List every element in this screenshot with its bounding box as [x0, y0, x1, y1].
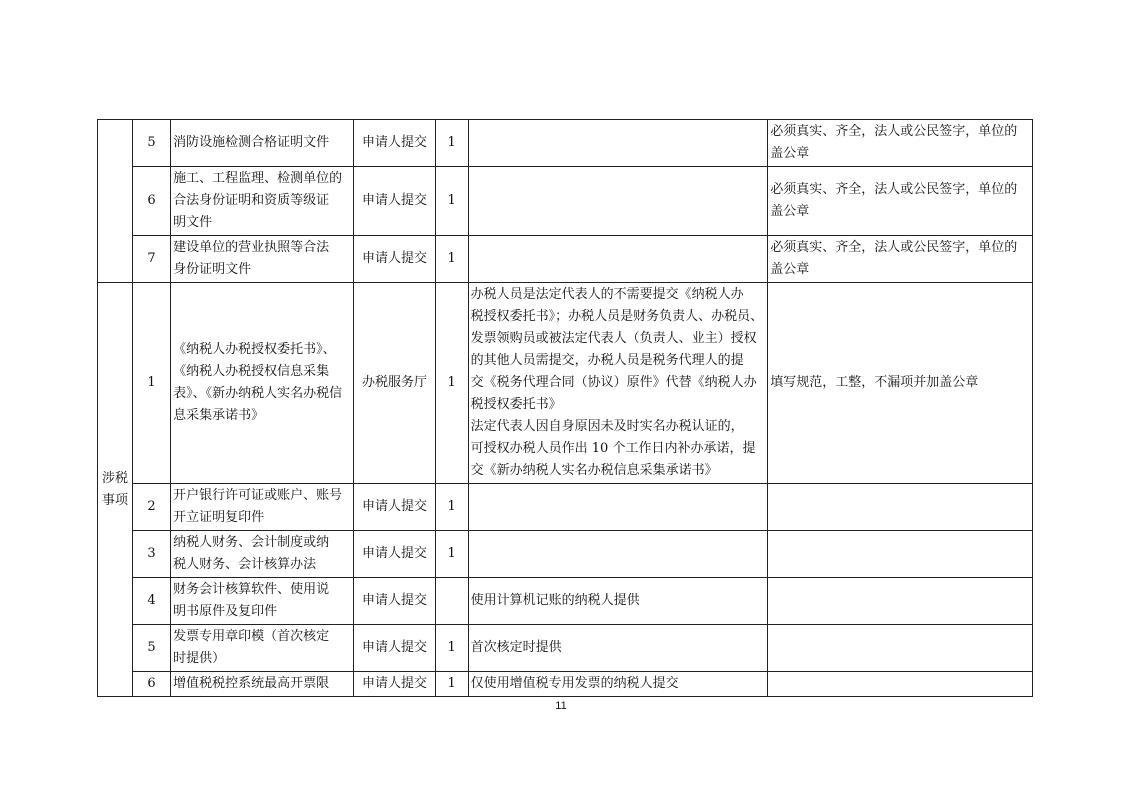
material-source: 申请人提交 [354, 167, 435, 236]
row-number: 6 [133, 672, 171, 697]
row-number: 5 [133, 120, 171, 167]
material-requirement-line: 填写规范，工整，不漏项并加盖公章 [770, 375, 979, 390]
table-row [98, 578, 1033, 625]
material-note-line: 使用计算机记账的纳税人提供 [470, 593, 640, 608]
material-name-line: 财务会计核算软件、使用说 [173, 582, 330, 597]
material-name-line: 合法身份证明和资质等级证 [173, 193, 330, 208]
material-requirement-line: 盖公章 [770, 146, 810, 161]
material-name-line: 建设单位的营业执照等合法 [173, 240, 330, 255]
table-row [98, 167, 1033, 236]
material-name [171, 625, 354, 672]
material-name-line: 表》、《新办纳税人实名办税信 [173, 386, 343, 401]
material-name [171, 531, 354, 578]
material-source: 申请人提交 [354, 484, 435, 531]
table-row [98, 625, 1033, 672]
materials-table [97, 119, 1033, 697]
row-number: 2 [133, 484, 171, 531]
material-name [171, 120, 354, 167]
material-note-line: 仅使用增值税专用发票的纳税人提交 [470, 676, 679, 691]
material-requirement-line: 必须真实、齐全，法人或公民签字，单位的 [770, 240, 1018, 255]
copy-count: 1 [435, 625, 468, 672]
material-note-line: 发票领购员或被法定代表人（负责人、业主）授权 [470, 331, 757, 346]
material-requirement [768, 578, 1033, 625]
material-note-line: 法定代表人因自身原因未及时实名办税认证的， [470, 419, 744, 434]
material-note [468, 672, 768, 697]
material-requirement [768, 236, 1033, 283]
copy-count [435, 578, 468, 625]
material-name [171, 283, 354, 484]
copy-count: 1 [435, 672, 468, 697]
material-name-line: 身份证明文件 [173, 262, 252, 277]
material-note [468, 578, 768, 625]
material-requirement [768, 484, 1033, 531]
material-source: 申请人提交 [354, 672, 435, 697]
material-requirement-line: 盖公章 [770, 204, 810, 219]
table-row [98, 120, 1033, 167]
material-name [171, 578, 354, 625]
material-note [468, 120, 768, 167]
table-row [98, 283, 1033, 484]
material-requirement [768, 625, 1033, 672]
material-requirement [768, 672, 1033, 697]
category-cell-line: 事项 [101, 492, 128, 508]
row-number: 4 [133, 578, 171, 625]
material-name-line: 税人财务、会计核算办法 [173, 557, 317, 572]
table-row [98, 672, 1033, 697]
material-name-line: 《纳税人办税授权信息采集 [173, 364, 330, 379]
material-note-line: 税授权委托书》；办税人员是财务负责人、办税员、 [470, 309, 764, 324]
material-note-line: 可授权办税人员作出 10 个工作日内补办承诺，提 [470, 441, 756, 456]
row-number: 1 [133, 283, 171, 484]
material-requirement [768, 167, 1033, 236]
table-row [98, 531, 1033, 578]
material-requirement-line: 必须真实、齐全，法人或公民签字，单位的 [770, 124, 1018, 139]
material-source: 申请人提交 [354, 120, 435, 167]
material-name-line: 增值税税控系统最高开票限 [173, 676, 330, 691]
page-number: 11 [555, 700, 567, 712]
material-note-line: 交《新办纳税人实名办税信息采集承诺书》 [470, 463, 718, 478]
material-note-line: 办税人员是法定代表人的不需要提交《纳税人办 [470, 287, 744, 302]
material-note [468, 484, 768, 531]
copy-count: 1 [435, 484, 468, 531]
material-note [468, 167, 768, 236]
material-source: 申请人提交 [354, 578, 435, 625]
material-name-line: 明文件 [173, 215, 213, 230]
row-number: 6 [133, 167, 171, 236]
material-source: 申请人提交 [354, 236, 435, 283]
material-name [171, 672, 354, 697]
material-requirement-line: 必须真实、齐全，法人或公民签字，单位的 [770, 182, 1018, 197]
material-source: 办税服务厅 [354, 283, 435, 484]
copy-count: 1 [435, 236, 468, 283]
table-row [98, 236, 1033, 283]
material-name-line: 施工、工程监理、检测单位的 [173, 171, 343, 186]
material-name [171, 167, 354, 236]
row-number: 5 [133, 625, 171, 672]
material-source: 申请人提交 [354, 531, 435, 578]
material-name-line: 明书原件及复印件 [173, 604, 278, 619]
material-name-line: 开立证明复印件 [173, 510, 265, 525]
copy-count: 1 [435, 167, 468, 236]
material-note [468, 283, 768, 484]
material-name-line: 纳税人财务、会计制度或纳 [173, 535, 330, 550]
material-requirement [768, 120, 1033, 167]
material-note-line: 的其他人员需提交，办税人员是税务代理人的提 [470, 353, 744, 368]
category-cell [98, 120, 133, 283]
row-number: 3 [133, 531, 171, 578]
material-note [468, 625, 768, 672]
copy-count: 1 [435, 283, 468, 484]
material-requirement [768, 283, 1033, 484]
copy-count: 1 [435, 531, 468, 578]
material-note [468, 236, 768, 283]
material-name-line: 发票专用章印模（首次核定 [173, 629, 330, 644]
material-name-line: 《纳税人办税授权委托书》、 [173, 342, 336, 357]
material-note [468, 531, 768, 578]
material-requirement [768, 531, 1033, 578]
row-number: 7 [133, 236, 171, 283]
copy-count: 1 [435, 120, 468, 167]
material-name-line: 消防设施检测合格证明文件 [173, 135, 330, 150]
material-name-line: 时提供） [173, 651, 226, 666]
category-cell-line: 涉税 [101, 470, 128, 486]
material-note-line: 首次核定时提供 [470, 640, 562, 655]
material-name [171, 236, 354, 283]
material-note-line: 交《税务代理合同（协议）原件》代替《纳税人办 [470, 375, 757, 390]
category-cell [98, 283, 133, 697]
table-row [98, 484, 1033, 531]
material-name [171, 484, 354, 531]
material-source: 申请人提交 [354, 625, 435, 672]
material-note-line: 税授权委托书》 [470, 397, 562, 412]
material-requirement-line: 盖公章 [770, 262, 810, 277]
material-name-line: 开户银行许可证或账户、账号 [173, 488, 343, 503]
material-name-line: 息采集承诺书》 [173, 408, 265, 423]
